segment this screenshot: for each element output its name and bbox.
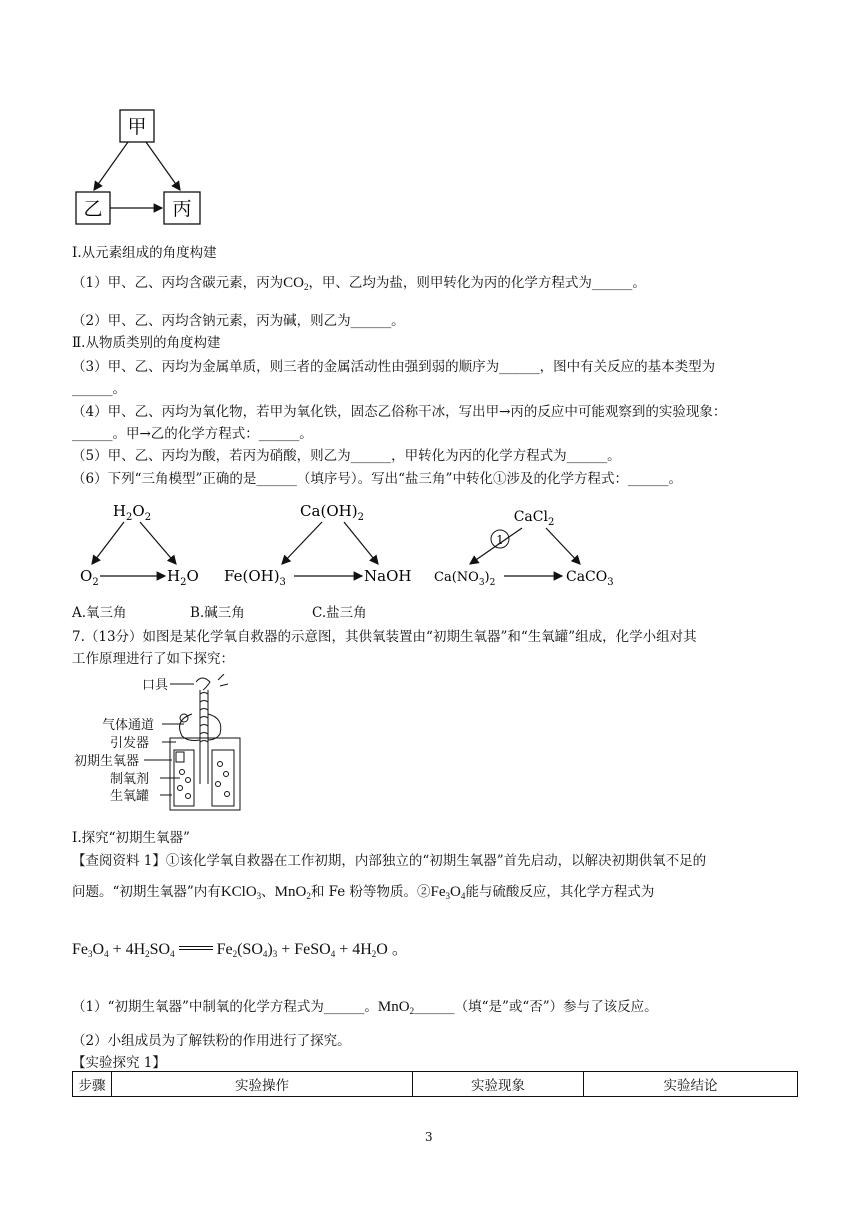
- model-c-marker: 1: [496, 533, 504, 547]
- info-1-post: 能与硫酸反应，其化学方程式为: [465, 884, 655, 900]
- header-phenomenon: 实验现象: [413, 1072, 584, 1097]
- label-trigger: 引发器: [110, 736, 150, 751]
- question-7-1: [72, 995, 658, 1016]
- q7-1-pre: （1）“初期生氧器”中制氧的化学方程式为______。: [72, 999, 378, 1015]
- triangle-diagram: [70, 106, 210, 228]
- model-a-right: $H_2O$: [167, 567, 199, 588]
- question-7-2: （2）小组成员为了解铁粉的作用进行了探究。: [72, 1033, 351, 1049]
- question-7-line-1: 7.（13分）如图是某化学氧自救器的示意图，其供氧装置由“初期生氧器”和“生氧罐”组成，化学小组对其: [72, 629, 697, 645]
- model-b-right: NaOH: [364, 567, 412, 585]
- q1-pre: （1）甲、乙、丙均含碳元素，丙为: [72, 275, 284, 291]
- triangle-models: [72, 496, 632, 596]
- header-conclusion: 实验结论: [584, 1072, 798, 1097]
- question-5: （5）甲、乙、丙均为酸，若丙为硝酸，则乙为______，甲转化为丙的化学方程式为______。: [72, 448, 621, 464]
- option-a: A.氧三角: [72, 605, 127, 621]
- label-mouth: 口具: [142, 678, 169, 693]
- model-a-left: $O_2$: [80, 567, 99, 588]
- model-c-left: $Ca(NO_3)_2$: [434, 570, 496, 588]
- mno2-formula: MnO$_2$: [274, 884, 311, 901]
- section-3-heading: Ⅰ.探究“初期生氧器”: [72, 830, 190, 846]
- model-a-top: $H_2O_2$: [112, 502, 152, 523]
- experiment-1-heading: 【实验探究 1】: [72, 1055, 166, 1071]
- label-gas: 气体通道: [102, 718, 155, 733]
- page-number: 3: [425, 1130, 433, 1144]
- salt-triangle: [434, 509, 614, 588]
- section-2-heading: Ⅱ.从物质类别的角度构建: [72, 335, 221, 351]
- section-1-heading: Ⅰ.从元素组成的角度构建: [72, 245, 217, 261]
- q7-1-mno2: MnO$_2$: [377, 999, 415, 1016]
- equation: $Fe_3O_4 + 4H_2SO_4$ $Fe_2(SO_4)_3$ + FeSO$_4$ + $4H_2O$ 。: [72, 941, 408, 959]
- header-step: 步骤: [73, 1072, 112, 1097]
- option-b: B.碱三角: [190, 605, 245, 621]
- question-4-line-1: （4）甲、乙、丙均为氧化物，若甲为氧化铁，固态乙俗称干冰，写出甲→丙的反应中可能观察到的实验现象：: [72, 404, 727, 420]
- fe3o4-formula: $Fe_3O_4$: [430, 884, 466, 901]
- model-c-top: CaCl$_2$: [513, 509, 555, 528]
- header-operation: 实验操作: [112, 1072, 413, 1097]
- label-initial: 初期生氧器: [74, 754, 140, 769]
- q1-formula: $CO_2$: [283, 275, 309, 292]
- question-4-line-2: ______。甲→乙的化学方程式：______。: [72, 426, 313, 442]
- label-agent: 制氧剂: [110, 772, 150, 787]
- question-3-line-2: ______。: [72, 381, 126, 397]
- question-6: （6）下列“三角模型”正确的是______（填序号）。写出“盐三角”中转化①涉及的化学方程式：______。: [72, 471, 682, 487]
- label-tank: 生氧罐: [110, 789, 150, 804]
- triangle-left: 乙: [83, 198, 103, 220]
- triangle-right: 丙: [172, 198, 192, 220]
- base-triangle: [224, 502, 411, 588]
- kclo3-formula: KClO$_3$: [220, 884, 262, 901]
- question-3-line-1: （3）甲、乙、丙均为金属单质，则三者的金属活动性由强到弱的顺序为______，图中有关反应的基本类型为: [72, 359, 716, 375]
- triangle-top: 甲: [127, 116, 147, 138]
- info-1-mid: 和 Fe 粉等物质。②: [310, 884, 431, 900]
- q1-post: ，甲、乙均为盐，则甲转化为丙的化学方程式为______。: [308, 275, 646, 291]
- model-c-right: CaCO$_3$: [566, 569, 614, 588]
- question-2: （2）甲、乙、丙均含钠元素，丙为碱，则乙为______。: [72, 313, 405, 329]
- model-b-top: $Ca(OH)_2$: [300, 502, 364, 523]
- info-1-sep: 、: [261, 884, 275, 900]
- info-1-line-1: 【查阅资料 1】①该化学氧自救器在工作初期，内部独立的“初期生氧器”首先启动，以解决初期供氧不足的: [72, 853, 707, 869]
- q7-1-post: ______（填“是”或“否”）参与了该反应。: [414, 999, 658, 1015]
- info-1-line-2: [72, 880, 654, 901]
- apparatus-diagram: [72, 674, 262, 814]
- model-b-left: $Fe(OH)_3$: [224, 567, 286, 588]
- question-7-line-2: 工作原理进行了如下探究：: [72, 651, 234, 667]
- table-header-row: [73, 1072, 798, 1097]
- info-1-pre: 问题。“初期生氧器”内有: [72, 884, 221, 900]
- option-c: C.盐三角: [312, 605, 367, 621]
- oxygen-triangle: [80, 502, 199, 588]
- question-1: [72, 271, 646, 292]
- experiment-table: [72, 1071, 798, 1097]
